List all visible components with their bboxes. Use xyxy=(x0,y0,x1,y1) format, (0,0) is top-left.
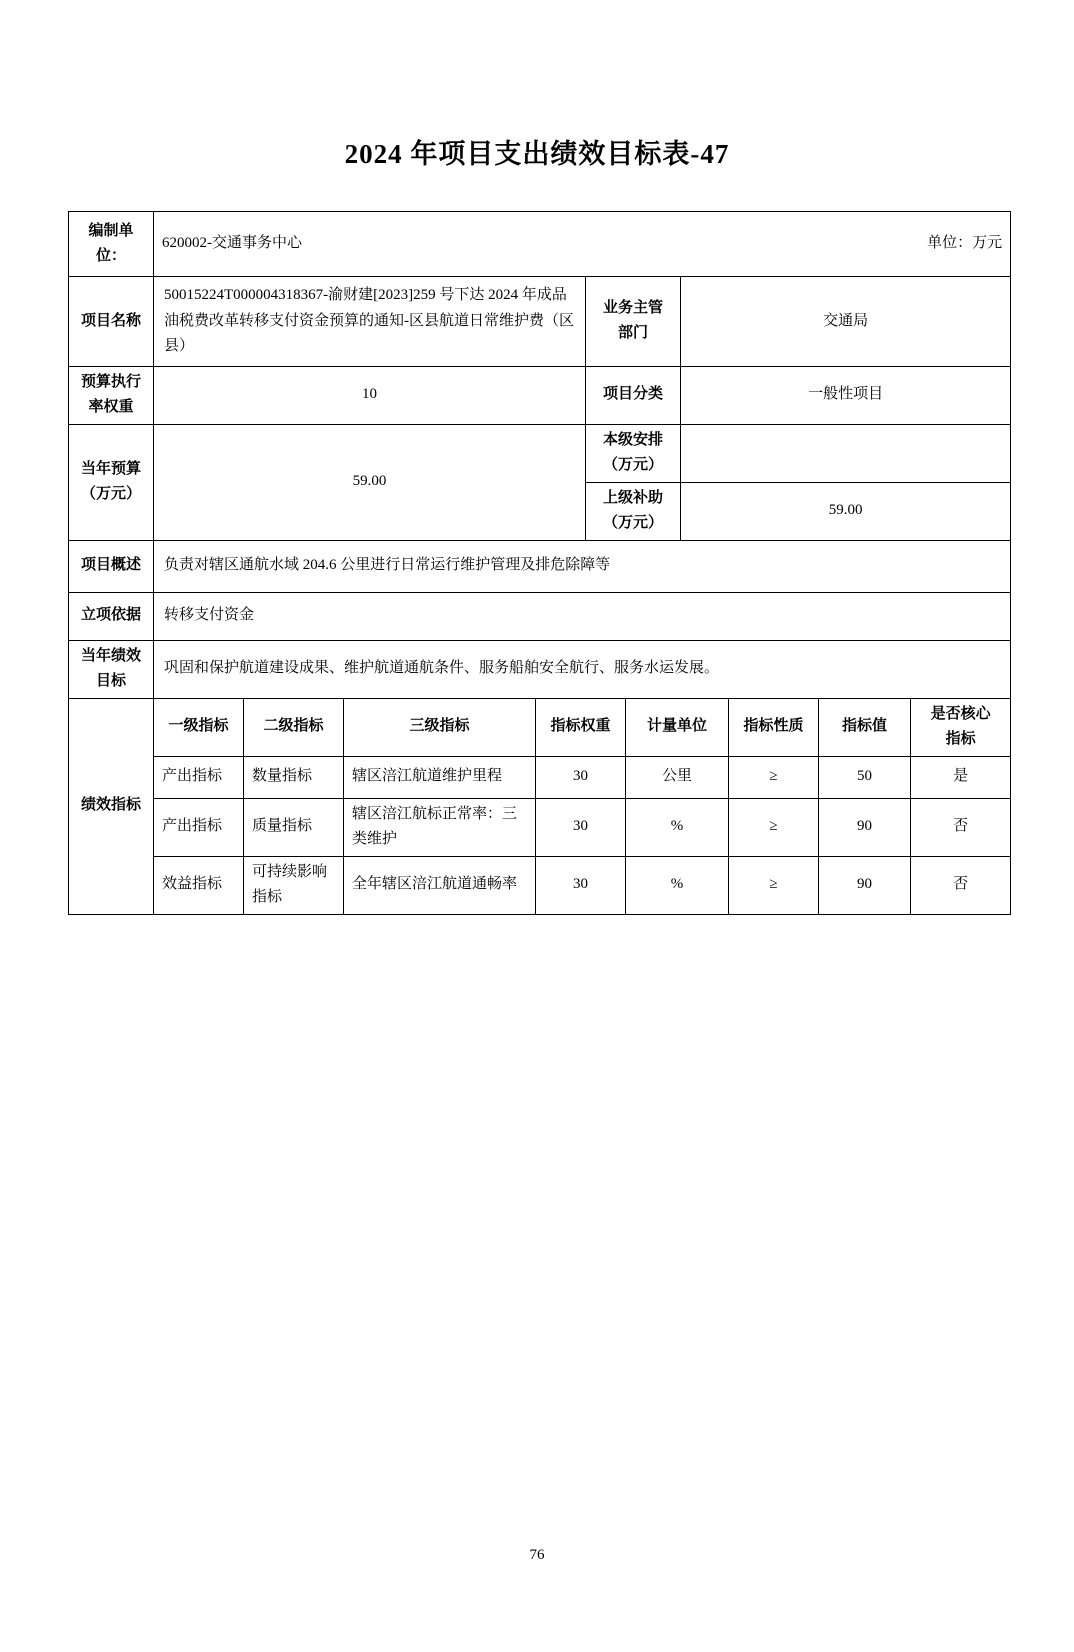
year-budget-row-1 xyxy=(69,424,1011,482)
indicators-label: 绩效指标 xyxy=(69,698,154,914)
indicator-nature: ≥ xyxy=(729,756,819,798)
indicator-unit: 公里 xyxy=(626,756,729,798)
indicator-level2: 质量指标 xyxy=(244,798,344,856)
indicator-nature: ≥ xyxy=(729,856,819,914)
indicator-weight: 30 xyxy=(536,798,626,856)
basis-row xyxy=(69,592,1011,640)
goal-row xyxy=(69,640,1011,698)
indicator-level3: 辖区涪江航道维护里程 xyxy=(344,756,536,798)
year-budget-value: 59.00 xyxy=(154,424,586,540)
dept-label: 业务主管部门 xyxy=(586,277,681,367)
unit-note: 单位：万元 xyxy=(927,235,1003,252)
goal-value: 巩固和保护航道建设成果、维护航道通航条件、服务船舶安全航行、服务水运发展。 xyxy=(154,640,1011,698)
indicator-value: 90 xyxy=(819,856,911,914)
prepared-by-cell xyxy=(154,212,1011,277)
local-arrange-value xyxy=(681,424,1011,482)
indicator-weight: 30 xyxy=(536,756,626,798)
indicator-level2: 可持续影响指标 xyxy=(244,856,344,914)
indicator-header-unit: 计量单位 xyxy=(626,698,729,756)
goal-label: 当年绩效目标 xyxy=(69,640,154,698)
overview-value: 负责对辖区通航水域 204.6 公里进行日常运行维护管理及排危除障等 xyxy=(154,540,1011,592)
indicator-value: 50 xyxy=(819,756,911,798)
indicator-level3: 辖区涪江航标正常率：三类维护 xyxy=(344,798,536,856)
indicator-core: 否 xyxy=(911,798,1011,856)
indicator-core: 否 xyxy=(911,856,1011,914)
indicator-header-core: 是否核心指标 xyxy=(911,698,1011,756)
indicator-header-row xyxy=(69,698,1011,756)
indicator-header-level1: 一级指标 xyxy=(154,698,244,756)
indicator-weight: 30 xyxy=(536,856,626,914)
basis-label: 立项依据 xyxy=(69,592,154,640)
project-class-label: 项目分类 xyxy=(586,366,681,424)
prepared-by-row xyxy=(69,212,1011,277)
indicator-level1: 效益指标 xyxy=(154,856,244,914)
budget-exec-weight-label: 预算执行率权重 xyxy=(69,366,154,424)
indicator-header-value: 指标值 xyxy=(819,698,911,756)
year-budget-label: 当年预算（万元） xyxy=(69,424,154,540)
local-arrange-label: 本级安排（万元） xyxy=(586,424,681,482)
indicator-unit: % xyxy=(626,856,729,914)
budget-exec-weight-value: 10 xyxy=(154,366,586,424)
indicator-level1: 产出指标 xyxy=(154,756,244,798)
indicator-level2: 数量指标 xyxy=(244,756,344,798)
overview-label: 项目概述 xyxy=(69,540,154,592)
indicator-header-weight: 指标权重 xyxy=(536,698,626,756)
indicator-header-level2: 二级指标 xyxy=(244,698,344,756)
indicator-unit: % xyxy=(626,798,729,856)
basis-value: 转移支付资金 xyxy=(154,592,1011,640)
indicator-level3: 全年辖区涪江航道通畅率 xyxy=(344,856,536,914)
prepared-by-value: 620002-交通事务中心 xyxy=(162,235,302,252)
project-name-label: 项目名称 xyxy=(69,277,154,367)
project-name-value: 50015224T000004318367-渝财建[2023]259 号下达 2024 年成品油税费改革转移支付资金预算的通知-区县航道日常维护费（区县） xyxy=(154,277,586,367)
budget-exec-weight-row xyxy=(69,366,1011,424)
page-number: 76 xyxy=(529,1547,545,1563)
dept-value: 交通局 xyxy=(681,277,1011,367)
indicator-header-level3: 三级指标 xyxy=(344,698,536,756)
indicator-header-nature: 指标性质 xyxy=(729,698,819,756)
overview-row xyxy=(69,540,1011,592)
indicator-value: 90 xyxy=(819,798,911,856)
indicator-row xyxy=(69,798,1011,856)
indicator-row xyxy=(69,756,1011,798)
indicator-nature: ≥ xyxy=(729,798,819,856)
prepared-by-label: 编制单位： xyxy=(69,212,154,277)
higher-subsidy-label: 上级补助（万元） xyxy=(586,482,681,540)
page-title: 2024 年项目支出绩效目标表-47 xyxy=(344,139,730,169)
project-name-row xyxy=(69,277,1011,367)
higher-subsidy-value: 59.00 xyxy=(681,482,1011,540)
indicator-core: 是 xyxy=(911,756,1011,798)
indicator-level1: 产出指标 xyxy=(154,798,244,856)
indicator-row xyxy=(69,856,1011,914)
performance-target-table xyxy=(68,211,1011,915)
project-class-value: 一般性项目 xyxy=(681,366,1011,424)
